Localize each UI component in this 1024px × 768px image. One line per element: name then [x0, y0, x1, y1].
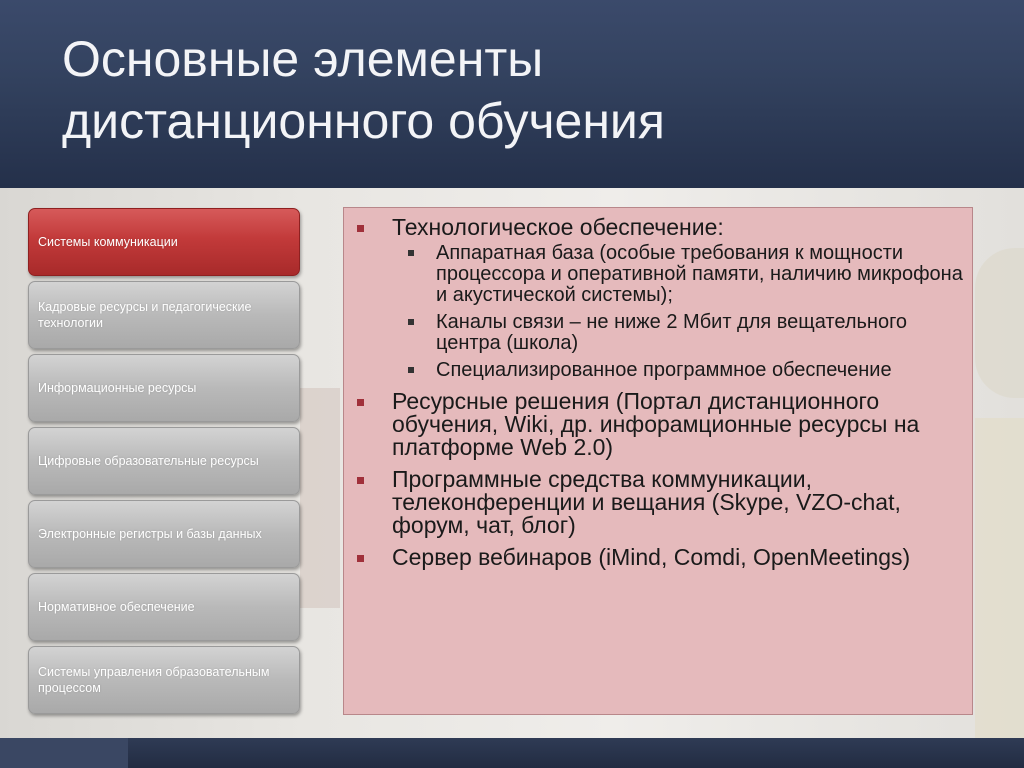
nav-item-staff-resources[interactable] [28, 281, 300, 349]
nav-item-communication-systems[interactable] [28, 208, 300, 276]
nav-item-label: Информационные ресурсы [38, 381, 197, 395]
nav-item-management-systems[interactable] [28, 646, 300, 714]
nav-item-regulatory-support[interactable] [28, 573, 300, 641]
slide-title: Основные элементы дистанционного обучения [62, 31, 665, 149]
nav-item-label: Системы коммуникации [38, 235, 178, 249]
bullet-resource-solutions: Ресурсные решения (Портал дистанционного обучения, Wiki, др. инфорамционные ресурсы на платформе Web 2.0) [344, 390, 972, 459]
nav-item-label: Системы управления образовательным процессом [38, 665, 270, 695]
nav-item-label: Электронные регистры и базы данных [38, 527, 262, 541]
slide-header [0, 0, 1024, 188]
nav-item-digital-resources[interactable] [28, 427, 300, 495]
sub-bullet-hardware: Аппаратная база (особые требования к мощности процессора и оперативной памяти, наличию микрофона и акустической системы); [344, 243, 972, 306]
nav-item-information-resources[interactable] [28, 354, 300, 422]
backdrop-decoration [300, 388, 340, 608]
content-panel [343, 207, 973, 715]
slide-footer [0, 738, 1024, 768]
sub-bullet-channels: Каналы связи – не ниже 2 Мбит для вещательного центра (школа) [344, 312, 972, 354]
footer-tab [0, 738, 128, 768]
nav-item-label: Нормативное обеспечение [38, 600, 195, 614]
bullet-technology: Технологическое обеспечение: [344, 216, 972, 239]
sub-bullet-software: Специализированное программное обеспечение [344, 360, 972, 381]
bullet-webinar-server: Сервер вебинаров (iMind, Comdi, OpenMeetings) [344, 546, 972, 569]
nav-item-electronic-registers[interactable] [28, 500, 300, 568]
nav-item-label: Цифровые образовательные ресурсы [38, 454, 259, 468]
backdrop-decoration [975, 248, 1024, 398]
bullet-communication-software: Программные средства коммуникации, телеконференции и вещания (Skype, VZO-chat, форум, чат, блог) [344, 468, 972, 537]
backdrop-decoration [975, 418, 1024, 748]
nav-item-label: Кадровые ресурсы и педагогические технологии [38, 300, 252, 330]
bullet-list [344, 216, 972, 569]
